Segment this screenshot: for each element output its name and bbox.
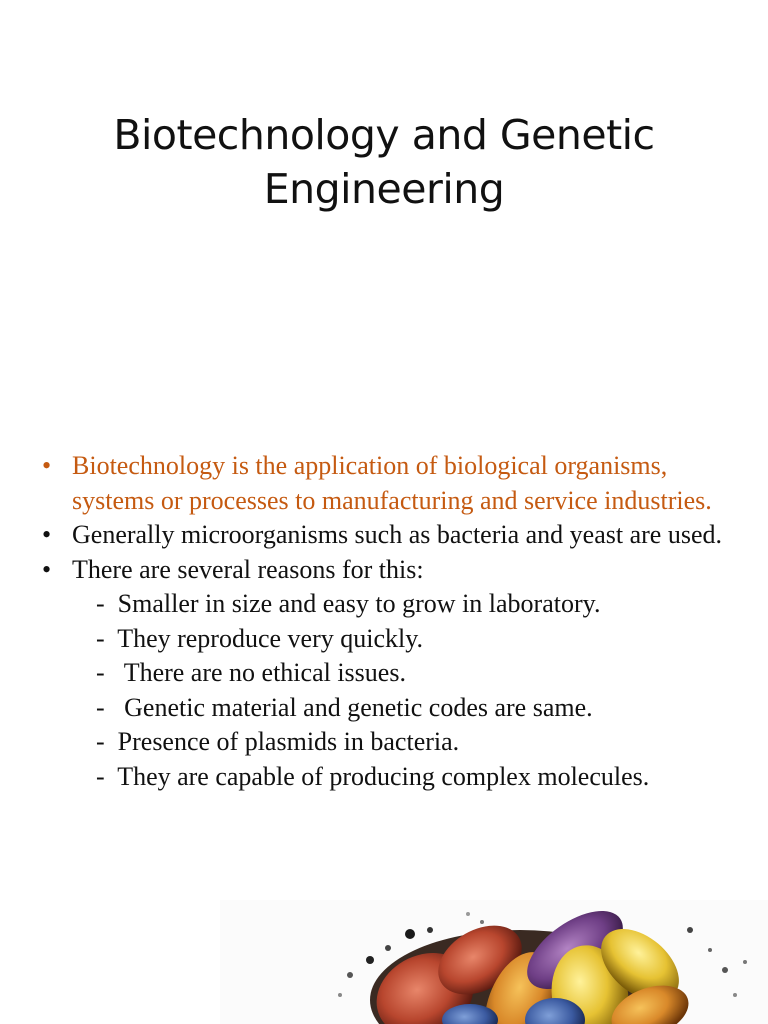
bullet-dot: • [42, 554, 52, 584]
bullet-text: There are several reasons for this: [72, 554, 424, 584]
bullet-item-microorganisms [42, 518, 742, 553]
bullet-dot: • [42, 520, 52, 549]
bullet-list [42, 449, 742, 794]
bullet-text: Biotechnology is the application of biological organisms, systems or processes to manufacturing and service industries. [72, 451, 712, 515]
title-line-2: Engineering [263, 165, 505, 213]
bullet-item-definition [42, 449, 742, 518]
title-line-1: Biotechnology and Genetic [113, 111, 655, 159]
bullet-dot: • [42, 451, 52, 480]
bullet-item-reasons [42, 553, 742, 588]
reason-item: - Presence of plasmids in bacteria. [96, 727, 460, 756]
bullet-text: Generally microorganisms such as bacteria and yeast are used. [72, 520, 722, 549]
reason-item: - There are no ethical issues. [96, 658, 406, 687]
reason-item: - They reproduce very quickly. [96, 623, 424, 653]
microorganism-micrograph-image [220, 900, 768, 1024]
reason-item: - They are capable of producing complex molecules. [96, 761, 650, 791]
reason-item: - Smaller in size and easy to grow in laboratory. [96, 589, 601, 618]
reason-item: - Genetic material and genetic codes are same. [96, 692, 593, 722]
slide-title [0, 108, 768, 216]
